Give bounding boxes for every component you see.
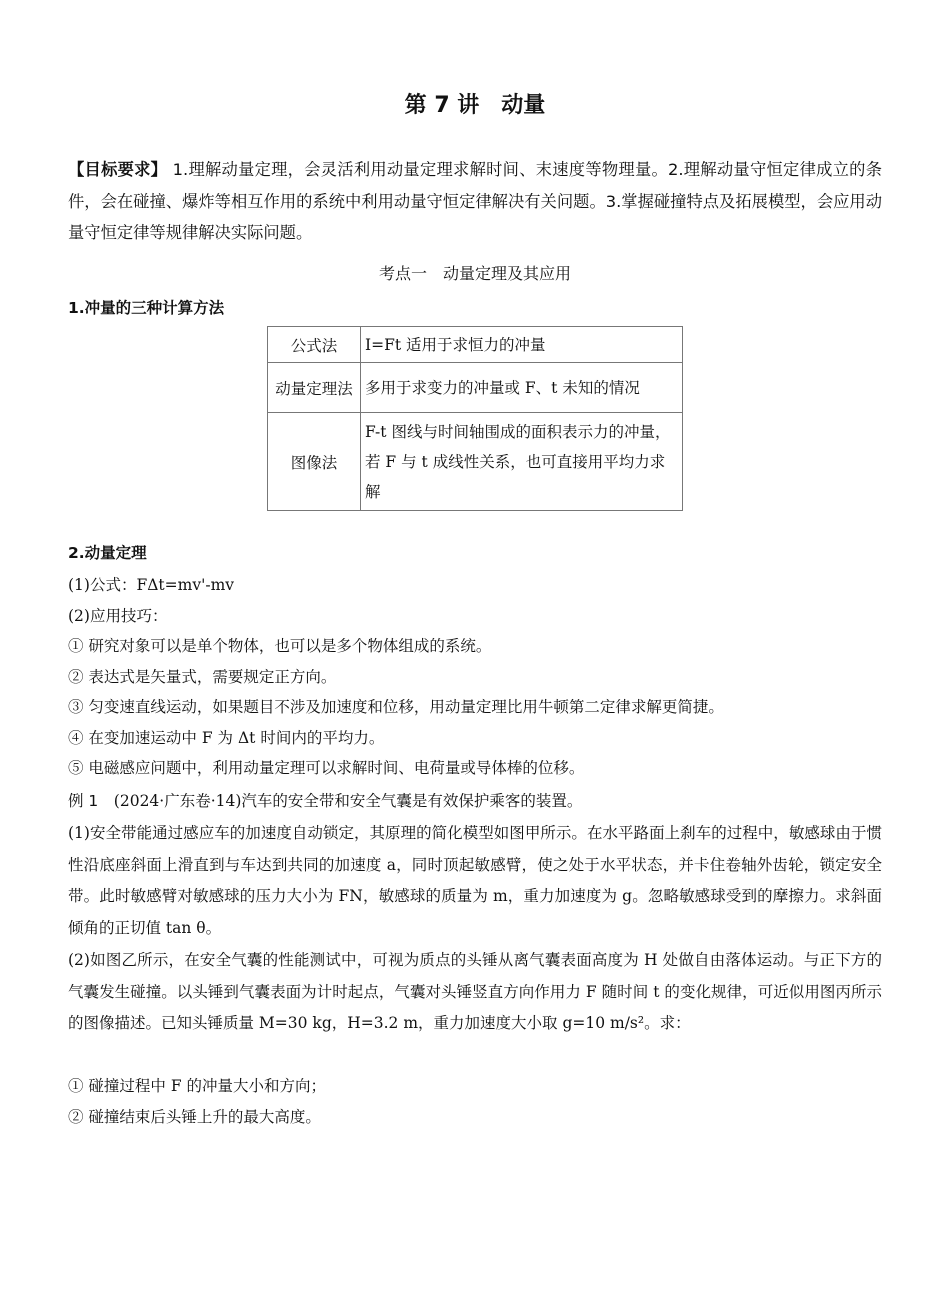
impulse-methods-table: [267, 326, 683, 511]
example-part2: (2)如图乙所示，在安全气囊的性能测试中，可视为质点的头锤从离气囊表面高度为 H 处做自由落体运动。与正下方的气囊发生碰撞。以头锤到气囊表面为计时起点，气囊对头锤竖直方向作用力 F 随时间 t 的变化规律，可近似用图丙所示的图像描述。已知头锤质量 M=30 kg，H=3.2 m，重力加速度大小取 g=10 m/s²。求：: [68, 951, 882, 1032]
objectives-label: 【目标要求】: [68, 160, 168, 179]
example-part1: (1)安全带能通过感应车的加速度自动锁定，其原理的简化模型如图甲所示。在水平路面上刹车的过程中，敏感球由于惯性沿底座斜面上滑直到与车达到共同的加速度 a，同时顶起敏感臂，使之处于水平状态，并卡住卷轴外齿轮，锁定安全带。此时敏感臂对敏感球的压力大小为 FN，敏感球的质量为 m，重力加速度为 g。忽略敏感球受到的摩擦力。求斜面倾角的正切值 tan θ。: [68, 824, 882, 937]
objectives-text: 1.理解动量定理，会灵活利用动量定理求解时间、末速度等物理量。2.理解动量守恒定律成立的条件，会在碰撞、爆炸等相互作用的系统中利用动量守恒定律解决有关问题。3.掌握碰撞特点及拓展模型，会应用动量守恒定律等规律解决实际问题。: [68, 160, 882, 242]
section-heading: 考点一 动量定理及其应用: [378, 264, 571, 283]
method-description: 多用于求变力的冲量或 F、t 未知的情况: [361, 363, 683, 413]
momentum-theorem-heading: 2.动量定理: [68, 544, 147, 562]
theorem-line: (1)公式：FΔt=mv'-mv: [68, 576, 235, 594]
impulse-methods-heading: 1.冲量的三种计算方法: [68, 299, 225, 317]
method-description: F-t 图线与时间轴围成的面积表示力的冲量，若 F 与 t 成线性关系，也可直接用平均力求解: [361, 413, 683, 511]
theorem-line: ④ 在变加速运动中 F 为 Δt 时间内的平均力。: [68, 728, 385, 747]
example-label: 例 1: [68, 792, 99, 810]
example-question-1: ① 碰撞过程中 F 的冲量大小和方向；: [68, 1077, 327, 1095]
theorem-line: (2)应用技巧：: [68, 606, 168, 625]
method-name: 图像法: [268, 413, 361, 511]
method-name: 动量定理法: [268, 363, 361, 413]
example-intro: [68, 786, 882, 818]
table-row: [268, 327, 683, 363]
theorem-line: ⑤ 电磁感应问题中，利用动量定理可以求解时间、电荷量或导体棒的位移。: [68, 759, 585, 777]
example-intro-text: (2024·广东卷·14)汽车的安全带和安全气囊是有效保护乘客的装置。: [98, 792, 583, 810]
table-row: [268, 413, 683, 511]
method-description: I=Ft 适用于求恒力的冲量: [361, 327, 683, 363]
table-row: [268, 363, 683, 413]
theorem-line: ① 研究对象可以是单个物体，也可以是多个物体组成的系统。: [68, 637, 492, 655]
momentum-theorem-content: [68, 570, 882, 784]
theorem-line: ② 表达式是矢量式，需要规定正方向。: [68, 667, 337, 686]
method-name: 公式法: [268, 327, 361, 363]
example-question-2: ② 碰撞结束后头锤上升的最大高度。: [68, 1108, 321, 1126]
theorem-line: ③ 匀变速直线运动，如果题目不涉及加速度和位移，用动量定理比用牛顿第二定律求解更简捷。: [68, 698, 724, 716]
learning-objectives: [68, 154, 882, 249]
lecture-title: 第 7 讲 动量: [404, 93, 546, 118]
